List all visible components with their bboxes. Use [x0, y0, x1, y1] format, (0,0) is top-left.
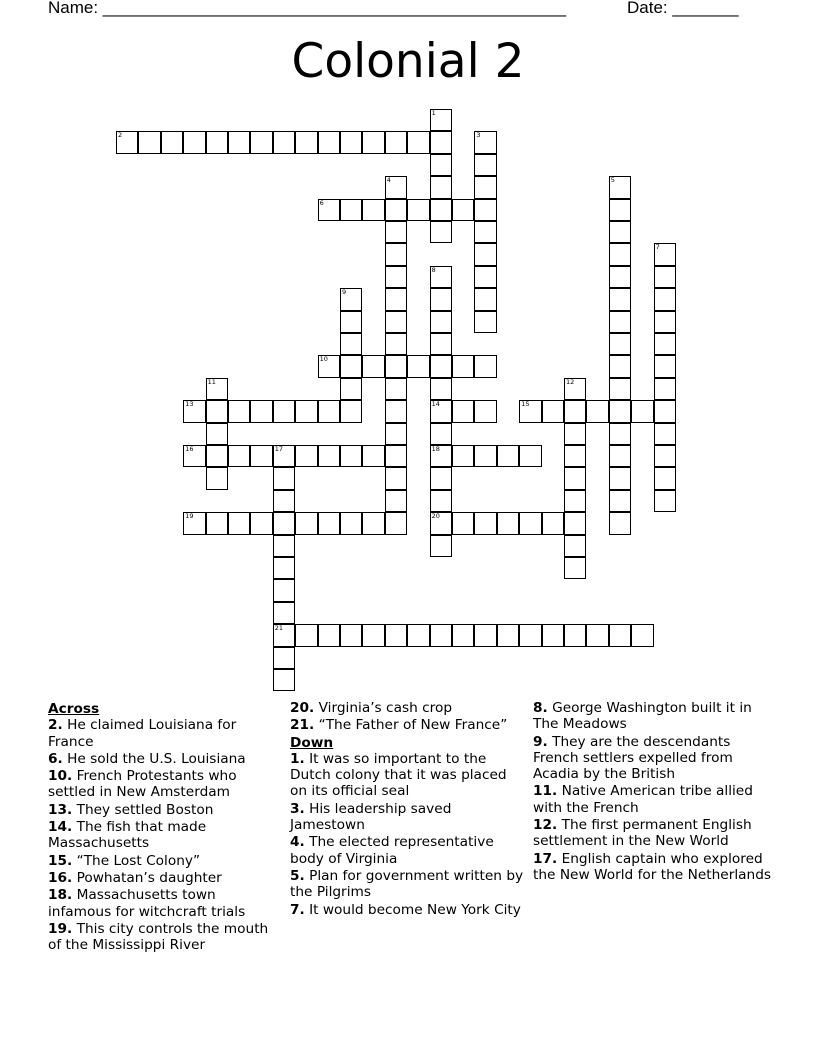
grid-cell[interactable] — [295, 131, 317, 153]
clue-number: 18 — [431, 445, 440, 453]
grid-cell[interactable] — [273, 490, 295, 512]
grid-cell[interactable] — [407, 131, 429, 153]
clue-number: 14 — [431, 400, 440, 409]
grid-cell[interactable] — [183, 445, 205, 467]
grid-cell[interactable] — [340, 355, 362, 377]
grid-cell[interactable] — [430, 445, 452, 467]
grid-cell[interactable] — [609, 445, 631, 467]
grid-cell[interactable] — [474, 154, 496, 176]
grid-cell[interactable] — [340, 624, 362, 646]
grid-cell[interactable] — [340, 288, 362, 310]
grid-cell[interactable] — [452, 624, 474, 646]
grid-cell[interactable] — [452, 199, 474, 221]
grid-cell[interactable] — [497, 445, 519, 467]
grid-cell[interactable] — [318, 512, 340, 534]
grid-cell[interactable] — [318, 624, 340, 646]
grid-cell[interactable] — [609, 378, 631, 400]
grid-cell[interactable] — [273, 131, 295, 153]
grid-cell[interactable] — [474, 400, 496, 422]
grid-cell[interactable] — [474, 266, 496, 288]
grid-cell[interactable] — [654, 445, 676, 467]
grid-cell[interactable] — [340, 445, 362, 467]
grid-cell[interactable] — [609, 624, 631, 646]
clue-column-3 — [533, 700, 773, 884]
clue-across-21: 21. “The Father of New France” — [290, 717, 508, 734]
grid-cell[interactable] — [609, 311, 631, 333]
grid-cell[interactable] — [609, 221, 631, 243]
grid-cell[interactable] — [430, 131, 452, 153]
grid-cell[interactable] — [183, 512, 205, 534]
grid-cell[interactable] — [385, 378, 407, 400]
grid-cell[interactable] — [609, 243, 631, 265]
clue-across-16: 16. Powhatan’s daughter — [48, 869, 222, 886]
grid-cell[interactable] — [340, 378, 362, 400]
clue-down-8: 8. George Washington built it in The Meadows — [533, 700, 752, 733]
clue-across-13: 13. They settled Boston — [48, 801, 214, 818]
grid-cell[interactable] — [362, 445, 384, 467]
grid-cell[interactable] — [474, 131, 496, 153]
grid-cell[interactable] — [430, 535, 452, 557]
across-heading: Across — [48, 701, 100, 717]
grid-cell[interactable] — [631, 624, 653, 646]
grid-cell[interactable] — [430, 355, 452, 377]
grid-cell[interactable] — [273, 512, 295, 534]
grid-cell[interactable] — [228, 131, 250, 153]
grid-cell[interactable] — [250, 512, 272, 534]
clue-across-6: 6. He sold the U.S. Louisiana — [48, 750, 246, 767]
grid-cell[interactable] — [206, 467, 228, 489]
grid-cell[interactable] — [497, 624, 519, 646]
grid-cell[interactable] — [161, 131, 183, 153]
grid-cell[interactable] — [564, 423, 586, 445]
grid-cell[interactable] — [609, 423, 631, 445]
grid-cell[interactable] — [474, 243, 496, 265]
grid-cell[interactable] — [385, 221, 407, 243]
clue-across-15: 15. “The Lost Colony” — [48, 852, 201, 869]
grid-cell[interactable] — [385, 311, 407, 333]
grid-cell[interactable] — [340, 311, 362, 333]
grid-cell[interactable] — [250, 445, 272, 467]
grid-cell[interactable] — [564, 557, 586, 579]
grid-cell[interactable] — [430, 467, 452, 489]
grid-cell[interactable] — [273, 400, 295, 422]
clue-number: 12 — [566, 377, 575, 386]
grid-cell[interactable] — [362, 624, 384, 646]
grid-cell[interactable] — [430, 221, 452, 243]
grid-cell[interactable] — [430, 199, 452, 221]
grid-cell[interactable] — [183, 400, 205, 422]
grid-cell[interactable] — [385, 288, 407, 310]
clue-number: 8 — [431, 265, 436, 274]
grid-cell[interactable] — [609, 176, 631, 198]
grid-cell[interactable] — [385, 445, 407, 467]
clue-down-3: 3. His leadership saved Jamestown — [290, 800, 452, 834]
grid-cell[interactable] — [362, 355, 384, 377]
grid-cell[interactable] — [452, 400, 474, 422]
clue-across-14: 14. The fish that made Massachusetts — [48, 819, 207, 852]
grid-cell[interactable] — [474, 624, 496, 646]
grid-cell[interactable] — [318, 445, 340, 467]
grid-cell[interactable] — [519, 512, 541, 534]
grid-cell[interactable] — [228, 445, 250, 467]
grid-cell[interactable] — [564, 535, 586, 557]
clue-number: 9 — [342, 288, 347, 297]
grid-cell[interactable] — [564, 400, 586, 422]
grid-cell[interactable] — [654, 355, 676, 377]
grid-cell[interactable] — [318, 131, 340, 153]
grid-cell[interactable] — [385, 266, 407, 288]
grid-cell[interactable] — [318, 400, 340, 422]
grid-cell[interactable] — [407, 355, 429, 377]
grid-cell[interactable] — [273, 647, 295, 669]
grid-cell[interactable] — [385, 199, 407, 221]
clue-down-7: 7. It would become New York City — [290, 901, 521, 918]
grid-cell[interactable] — [362, 512, 384, 534]
grid-cell[interactable] — [430, 311, 452, 333]
grid-cell[interactable] — [362, 131, 384, 153]
grid-cell[interactable] — [385, 176, 407, 198]
grid-cell[interactable] — [609, 512, 631, 534]
grid-cell[interactable] — [609, 288, 631, 310]
grid-cell[interactable] — [430, 490, 452, 512]
grid-cell[interactable] — [430, 512, 452, 534]
clue-number: 4 — [386, 176, 391, 185]
clue-number: 13 — [185, 400, 194, 409]
clue-number: 3 — [476, 131, 481, 140]
grid-cell[interactable] — [586, 624, 608, 646]
grid-cell[interactable] — [497, 512, 519, 534]
clue-down-1: 1. It was so important to the Dutch colony that it was placed on its official seal — [290, 750, 507, 800]
grid-cell[interactable] — [631, 400, 653, 422]
grid-cell[interactable] — [430, 266, 452, 288]
grid-cell[interactable] — [385, 355, 407, 377]
grid-cell[interactable] — [407, 624, 429, 646]
clue-number: 15 — [521, 400, 530, 409]
grid-cell[interactable] — [250, 131, 272, 153]
grid-cell[interactable] — [609, 490, 631, 512]
grid-cell[interactable] — [273, 557, 295, 579]
grid-cell[interactable] — [609, 266, 631, 288]
grid-cell[interactable] — [654, 333, 676, 355]
clue-across-10: 10. French Protestants who settled in New Amsterdam — [48, 768, 237, 801]
grid-cell[interactable] — [340, 333, 362, 355]
grid-cell[interactable] — [340, 199, 362, 221]
grid-cell[interactable] — [564, 467, 586, 489]
name-field-label: Name: _________________________________________________ — [48, 0, 567, 17]
grid-cell[interactable] — [385, 400, 407, 422]
clue-number: 2 — [118, 131, 123, 140]
grid-cell[interactable] — [430, 288, 452, 310]
clue-down-5: 5. Plan for government written by the Pilgrims — [290, 867, 524, 901]
grid-cell[interactable] — [654, 311, 676, 333]
clue-number: 7 — [655, 243, 660, 252]
grid-cell[interactable] — [295, 624, 317, 646]
grid-cell[interactable] — [564, 378, 586, 400]
grid-cell[interactable] — [273, 602, 295, 624]
grid-cell[interactable] — [654, 400, 676, 422]
grid-cell[interactable] — [564, 512, 586, 534]
grid-cell[interactable] — [430, 400, 452, 422]
clue-column-2 — [290, 700, 526, 919]
grid-cell[interactable] — [206, 131, 228, 153]
grid-cell[interactable] — [206, 400, 228, 422]
grid-cell[interactable] — [206, 423, 228, 445]
grid-cell[interactable] — [228, 400, 250, 422]
grid-cell[interactable] — [609, 400, 631, 422]
clue-number: 1 — [431, 109, 436, 117]
grid-cell[interactable] — [385, 467, 407, 489]
puzzle-title: Colonial 2 — [291, 34, 525, 89]
clue-number: 21 — [274, 624, 284, 633]
grid-cell[interactable] — [340, 400, 362, 422]
grid-cell[interactable] — [273, 624, 295, 646]
grid-cell[interactable] — [564, 624, 586, 646]
grid-cell[interactable] — [609, 467, 631, 489]
grid-cell[interactable] — [295, 445, 317, 467]
grid-cell[interactable] — [654, 243, 676, 265]
grid-cell[interactable] — [542, 400, 564, 422]
grid-cell[interactable] — [542, 624, 564, 646]
clue-down-4: 4. The elected representative body of Virginia — [290, 834, 494, 867]
grid-cell[interactable] — [385, 333, 407, 355]
grid-cell[interactable] — [340, 512, 362, 534]
grid-cell[interactable] — [519, 445, 541, 467]
clue-number: 10 — [319, 355, 328, 364]
grid-cell[interactable] — [385, 512, 407, 534]
grid-cell[interactable] — [206, 445, 228, 467]
clue-across-2: 2. He claimed Louisiana for France — [48, 717, 237, 750]
clue-across-20: 20. Virginia’s cash crop — [290, 700, 453, 716]
grid-cell[interactable] — [385, 423, 407, 445]
grid-cell[interactable] — [385, 131, 407, 153]
grid-cell[interactable] — [318, 199, 340, 221]
clue-number: 6 — [319, 198, 324, 207]
grid-cell[interactable] — [430, 378, 452, 400]
clue-number: 17 — [274, 445, 284, 453]
grid-cell[interactable] — [206, 378, 228, 400]
grid-cell[interactable] — [519, 400, 541, 422]
clue-number: 5 — [610, 176, 615, 185]
grid-cell[interactable] — [430, 333, 452, 355]
clue-column-1 — [48, 700, 274, 954]
grid-cell[interactable] — [654, 467, 676, 489]
grid-cell[interactable] — [273, 467, 295, 489]
grid-cell[interactable] — [474, 176, 496, 198]
grid-cell[interactable] — [474, 221, 496, 243]
clue-down-17: 17. English captain who explored the New World for the Netherlands — [533, 850, 772, 883]
grid-cell[interactable] — [586, 400, 608, 422]
grid-cell[interactable] — [273, 535, 295, 557]
grid-cell[interactable] — [452, 512, 474, 534]
grid-cell[interactable] — [183, 131, 205, 153]
grid-cell[interactable] — [654, 378, 676, 400]
clue-across-19: 19. This city controls the mouth of the Mississippi River — [48, 920, 269, 954]
grid-cell[interactable] — [273, 579, 295, 601]
clue-number: 11 — [207, 377, 216, 386]
grid-cell[interactable] — [654, 423, 676, 445]
grid-cell[interactable] — [228, 512, 250, 534]
grid-cell[interactable] — [250, 400, 272, 422]
grid-cell[interactable] — [430, 624, 452, 646]
grid-cell[interactable] — [609, 199, 631, 221]
grid-cell[interactable] — [273, 445, 295, 467]
clue-across-18: 18. Massachusetts town infamous for witchcraft trials — [48, 887, 246, 920]
grid-cell[interactable] — [452, 355, 474, 377]
grid-cell[interactable] — [430, 109, 452, 131]
grid-cell[interactable] — [564, 445, 586, 467]
grid-cell[interactable] — [116, 131, 138, 153]
clue-down-11: 11. Native American tribe allied with the French — [533, 783, 753, 816]
clue-number: 19 — [185, 512, 194, 521]
grid-cell[interactable] — [564, 490, 586, 512]
grid-cell[interactable] — [407, 199, 429, 221]
grid-cell[interactable] — [519, 624, 541, 646]
grid-cell[interactable] — [362, 199, 384, 221]
grid-cell[interactable] — [474, 512, 496, 534]
grid-cell[interactable] — [295, 512, 317, 534]
grid-cell[interactable] — [654, 288, 676, 310]
grid-cell[interactable] — [654, 266, 676, 288]
grid-cell[interactable] — [474, 445, 496, 467]
grid-cell[interactable] — [385, 624, 407, 646]
grid-cell[interactable] — [609, 333, 631, 355]
grid-cell[interactable] — [430, 423, 452, 445]
clue-down-12: 12. The first permanent English settlement in the New World — [533, 817, 752, 850]
grid-cell[interactable] — [295, 400, 317, 422]
grid-cell[interactable] — [385, 243, 407, 265]
grid-cell[interactable] — [318, 355, 340, 377]
date-field-label: Date: _______ — [627, 0, 739, 17]
grid-cell[interactable] — [609, 355, 631, 377]
grid-cell[interactable] — [474, 355, 496, 377]
grid-cell[interactable] — [138, 131, 160, 153]
grid-cell[interactable] — [542, 512, 564, 534]
grid-cell[interactable] — [654, 490, 676, 512]
grid-cell[interactable] — [340, 131, 362, 153]
grid-cell[interactable] — [474, 288, 496, 310]
clue-down-9: 9. They are the descendants French settlers expelled from Acadia by the British — [533, 733, 733, 783]
grid-cell[interactable] — [474, 311, 496, 333]
grid-cell[interactable] — [452, 445, 474, 467]
grid-cell[interactable] — [206, 512, 228, 534]
clue-number: 20 — [431, 512, 440, 521]
grid-cell[interactable] — [385, 490, 407, 512]
down-heading: Down — [290, 734, 334, 751]
grid-cell[interactable] — [474, 199, 496, 221]
grid-cell[interactable] — [273, 669, 295, 691]
clue-number: 16 — [185, 445, 194, 453]
grid-cell[interactable] — [430, 154, 452, 176]
grid-cell[interactable] — [430, 176, 452, 198]
